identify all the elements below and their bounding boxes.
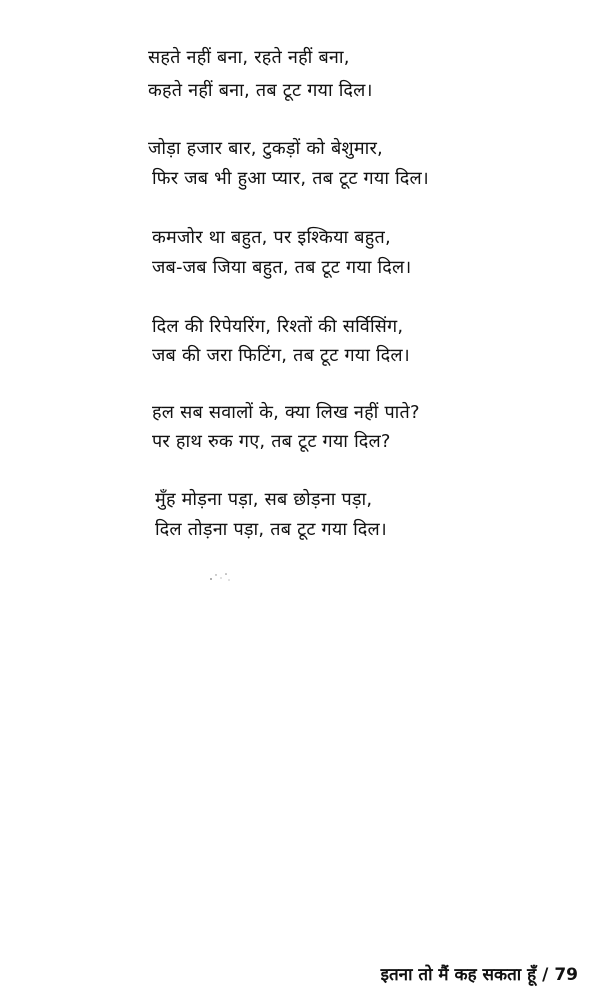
stanza-2-line-1: जोड़ा हजार बार, टुकड़ों को बेशुमार,	[148, 138, 383, 159]
stanza-3-line-1: कमजोर था बहुत, पर इश्किया बहुत,	[152, 227, 391, 248]
running-title: इतना तो मैं कह सकता हूँ	[380, 965, 537, 985]
stanza-5-line-1: हल सब सवालों के, क्या लिख नहीं पाते?	[152, 402, 420, 423]
stanza-1-line-1: सहते नहीं बना, रहते नहीं बना,	[148, 47, 350, 68]
stanza-5-line-2: पर हाथ रुक गए, तब टूट गया दिल?	[152, 431, 391, 452]
print-speck	[207, 570, 233, 584]
stanza-6-line-1: मुँह मोड़ना पड़ा, सब छोड़ना पड़ा,	[155, 489, 373, 510]
page-number: 79	[554, 965, 578, 985]
stanza-4-line-2: जब की जरा फिटिंग, तब टूट गया दिल।	[152, 345, 410, 366]
stanza-2-line-2: फिर जब भी हुआ प्यार, तब टूट गया दिल।	[152, 168, 429, 189]
footer-separator: /	[542, 965, 549, 985]
stanza-4-line-1: दिल की रिपेयरिंग, रिश्तों की सर्विसिंग,	[152, 316, 404, 337]
page-footer	[381, 964, 578, 986]
stanza-6-line-2: दिल तोड़ना पड़ा, तब टूट गया दिल।	[155, 519, 387, 540]
stanza-3-line-2: जब-जब जिया बहुत, तब टूट गया दिल।	[152, 257, 412, 278]
stanza-1-line-2: कहते नहीं बना, तब टूट गया दिल।	[148, 80, 373, 101]
